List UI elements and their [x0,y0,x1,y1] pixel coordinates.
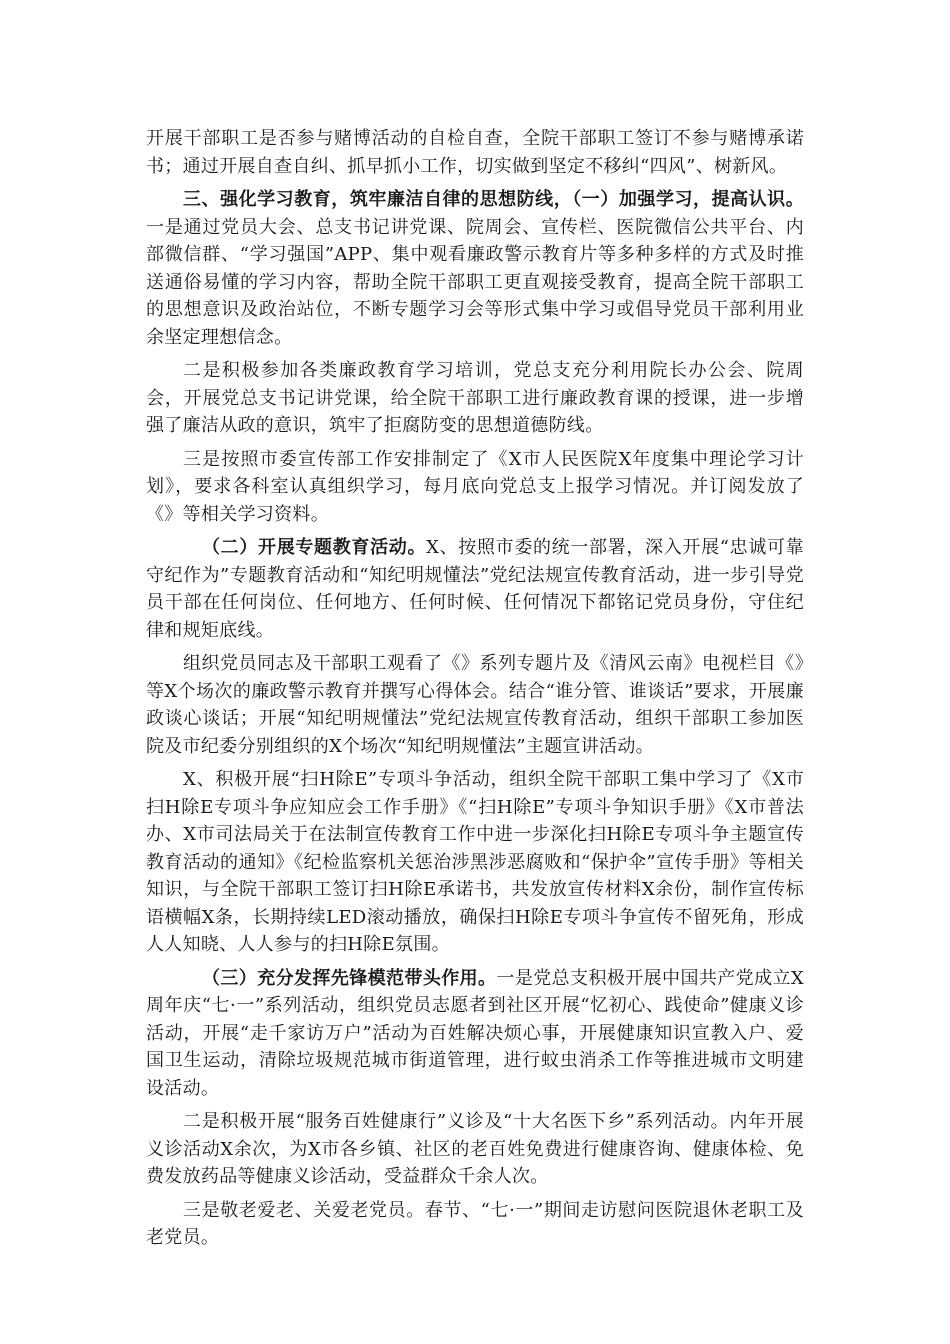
vanguard-heading: （三）充分发挥先锋模范带头作用。 [202,967,497,989]
paragraph-self-check: 开展干部职工是否参与赌博活动的自检自查，全院干部职工签订不参与赌博承诺书；通过开展自查自纠、抓早抓小工作，切实做到坚定不移纠“四风”、树新风。 [146,128,804,177]
paragraph-special-struggle: X、积极开展“扫H除E”专项斗争活动，组织全院干部职工集中学习了《X市扫H除E专项斗争应知应会工作手册》《“扫H除E”专项斗争知识手册》《X市普法办、X市司法局关于在法制宣传教育工作中进一步深化扫H除E专项斗争主题宣传教育活动的通知》《纪检监察机关惩治涉黑涉恶腐败和“保护伞”宣传手册》等相关知识，与全院干部职工签订扫H除E承诺书，共发放宣传材料X余份，制作宣传标语横幅X条，长期持续LED滚动播放，确保扫H除E专项斗争宣传不留死角，形成人人知晓、人人参与的扫H除E氛围。 [146,769,804,955]
paragraph-warning-education: 组织党员同志及干部职工观看了《》系列专题片及《清风云南》电视栏目《》等X个场次的廉政警示教育并撰写心得体会。结合“谁分管、谁谈话”要求，开展廉政谈心谈话；开展“知纪明规懂法”党纪法规宣传教育活动，组织干部职工参加医院及市纪委分别组织的X个场次“知纪明规懂法”主题宣讲活动。 [146,653,804,757]
paragraph-special-education [146,534,804,644]
paragraph-training: 二是积极参加各类廉政教育学习培训，党总支充分利用院长办公会、院周会，开展党总支书记讲党课，给全院干部职工进行廉政教育课的授课，进一步增强了廉洁从政的意识，筑牢了拒腐防变的思想道德防线。 [146,360,804,436]
special-education-text: X、按照市委的统一部署，深入开展“忠诚可靠守纪作为”专题教育活动和“知纪明规懂法”党纪法规宣传教育活动，进一步引导党员干部在任何岗位、任何地方、任何时候、任何情况下都铭记党员身份，守住纪律和规矩底线。 [146,537,804,641]
paragraph-free-clinic: 二是积极开展“服务百姓健康行”义诊及“十大名医下乡”系列活动。内年开展义诊活动X余次，为X市各乡镇、社区的老百姓免费进行健康咨询、健康体检、免费发放药品等健康义诊活动，受益群众千余人次。 [146,1111,804,1187]
paragraph-section-three [146,186,804,351]
paragraph-elderly-care: 三是敬老爱老、关爱老党员。春节、“七·一”期间走访慰问医院退休老职工及老党员。 [146,1199,804,1248]
paragraph-study-plan: 三是按照市委宣传部工作安排制定了《X市人民医院X年度集中理论学习计划》，要求各科室认真组织学习，每月底向党总支上报学习情况。并订阅发放了《》等相关学习资料。 [146,448,804,525]
paragraph-vanguard [146,965,804,1103]
vanguard-text: 一是党总支积极开展中国共产党成立X周年庆“七·一”系列活动，组织党员志愿者到社区开展“忆初心、践使命”健康义诊活动，开展“走千家访万户”活动为百姓解决烦心事，开展健康知识宣教入户、爱国卫生运动，清除垃圾规范城市街道管理，进行蚊虫消杀工作等推进城市文明建设活动。 [146,967,804,1099]
section-three-text: 一是通过党员大会、总支书记讲党课、院周会、宣传栏、医院微信公共平台、内部微信群、“学习强国”APP、集中观看廉政警示教育片等多种多样的方式及时推送通俗易懂的学习内容，帮助全院干部职工更直观接受教育，提高全院干部职工的思想意识及政治站位，不断专题学习会等形式集中学习或倡导党员干部利用业余坚定理想信念。 [146,216,804,348]
special-education-heading: （二）开展专题教育活动。 [202,537,427,558]
section-three-heading: 三、强化学习教育，筑牢廉洁自律的思想防线，（一）加强学习，提高认识。 [183,189,804,210]
